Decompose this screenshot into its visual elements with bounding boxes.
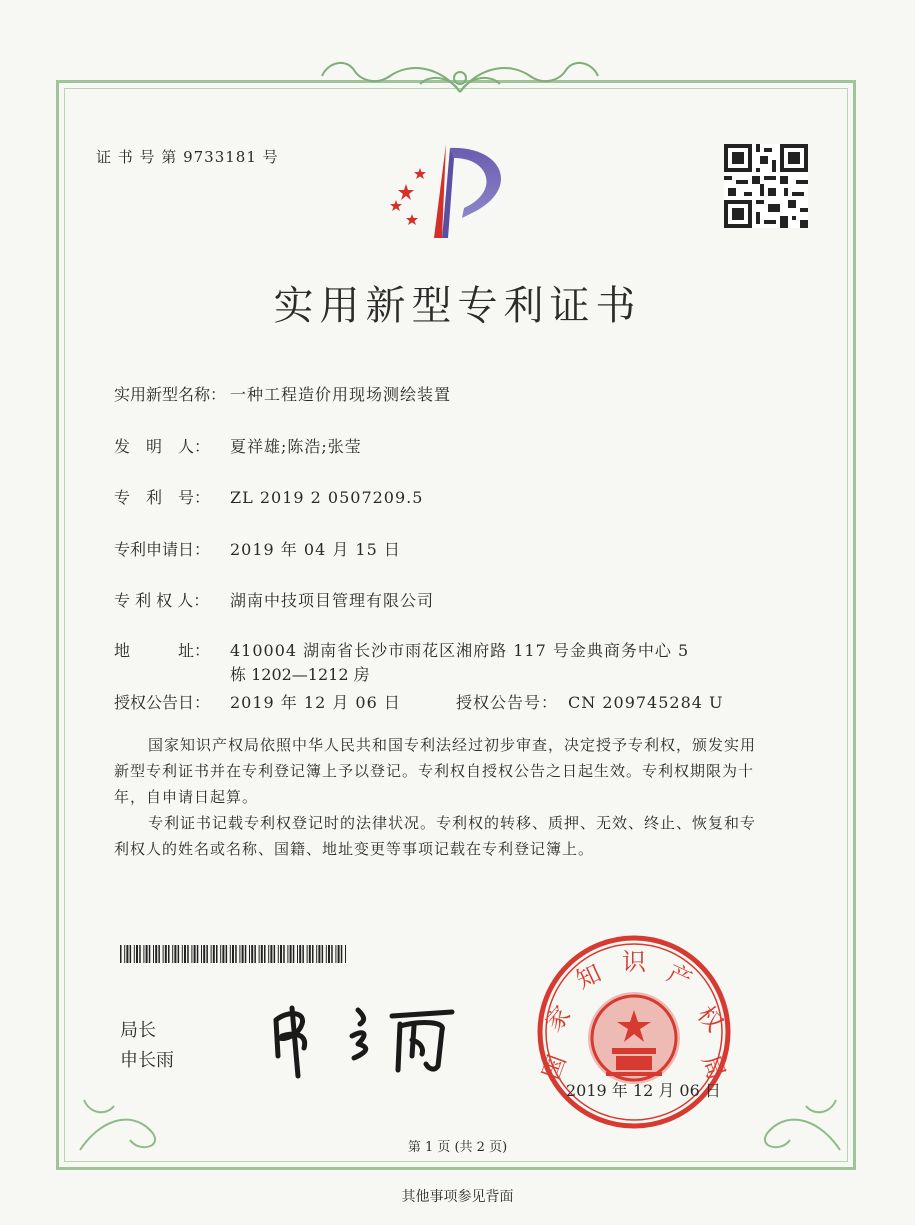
- inventor-row: [114, 434, 362, 457]
- body-para1-line3: 年，自申请日起算。: [114, 788, 259, 806]
- footer-note: 其他事项参见背面: [401, 1189, 514, 1205]
- certificate-title: 实用新型专利证书: [273, 283, 642, 329]
- svg-text:产: 产: [662, 958, 697, 995]
- svg-text:知: 知: [571, 958, 606, 995]
- certificate-number: 证 书 号 第 9733181 号: [96, 148, 279, 166]
- filing-date-value: 2019 年 04 月 15 日: [230, 540, 401, 559]
- address-label: 地 址：: [114, 641, 211, 660]
- body-para1-line1: 国家知识产权局依照中华人民共和国专利法经过初步审查，决定授予专利权，颁发实用: [148, 736, 757, 754]
- svg-text:国: 国: [537, 1051, 572, 1084]
- patent-number-label: 专 利 号：: [114, 488, 211, 507]
- page-info: 第 1 页 (共 2 页): [407, 1140, 508, 1155]
- handwritten-signature: [262, 990, 462, 1080]
- body-para2-line2: 利权人的姓名或名称、国籍、地址变更等事项记载在专利登记簿上。: [114, 840, 595, 858]
- director-title: 局长: [120, 1020, 156, 1041]
- grant-date-value: 2019 年 12 月 06 日: [230, 693, 401, 712]
- patent-number-value: ZL 2019 2 0507209.5: [230, 488, 424, 507]
- utility-model-name-label: 实用新型名称：: [114, 385, 227, 404]
- grant-number-value: CN 209745284 U: [568, 693, 724, 712]
- official-seal: [534, 932, 734, 1132]
- svg-text:家: 家: [539, 1000, 577, 1038]
- utility-model-name-row: [114, 382, 451, 405]
- grant-date-label: 授权公告日：: [114, 693, 211, 712]
- seal-date: 2019 年 12 月 06 日: [566, 1081, 721, 1100]
- svg-text:识: 识: [622, 948, 646, 976]
- filing-date-row: [114, 537, 401, 560]
- patentee-value: 湖南中技项目管理有限公司: [230, 591, 435, 610]
- body-para2-line1: 专利证书记载专利权登记时的法律状况。专利权的转移、质押、无效、终止、恢复和专: [148, 814, 757, 832]
- utility-model-name-value: 一种工程造价用现场测绘装置: [230, 385, 452, 404]
- inventor-label: 发 明 人：: [114, 437, 211, 456]
- top-ornament: [310, 56, 610, 100]
- patentee-label: 专 利 权 人：: [114, 591, 210, 610]
- inventor-value: 夏祥雄;陈浩;张莹: [230, 437, 362, 456]
- svg-text:权: 权: [691, 1000, 729, 1038]
- patentee-row: [114, 588, 434, 611]
- qr-code: [724, 144, 808, 228]
- patent-office-logo: [384, 140, 524, 240]
- grant-number-row: [456, 690, 724, 713]
- filing-date-label: 专利申请日：: [114, 540, 211, 559]
- address-value-line2: 栋 1202—1212 房: [230, 665, 370, 684]
- address-value-line1: 410004 湖南省长沙市雨花区湘府路 117 号金典商务中心 5: [230, 641, 690, 660]
- patent-number-row: [114, 485, 423, 508]
- director-name: 申长雨: [120, 1050, 174, 1071]
- grant-number-label: 授权公告号：: [456, 693, 559, 712]
- address-row: [114, 638, 689, 661]
- body-para1-line2: 新型专利证书并在专利登记簿上予以登记。专利权自授权公告之日起生效。专利权期限为十: [114, 762, 755, 780]
- grant-date-row: [114, 690, 401, 713]
- barcode: [120, 945, 348, 963]
- svg-text:局: 局: [696, 1051, 731, 1084]
